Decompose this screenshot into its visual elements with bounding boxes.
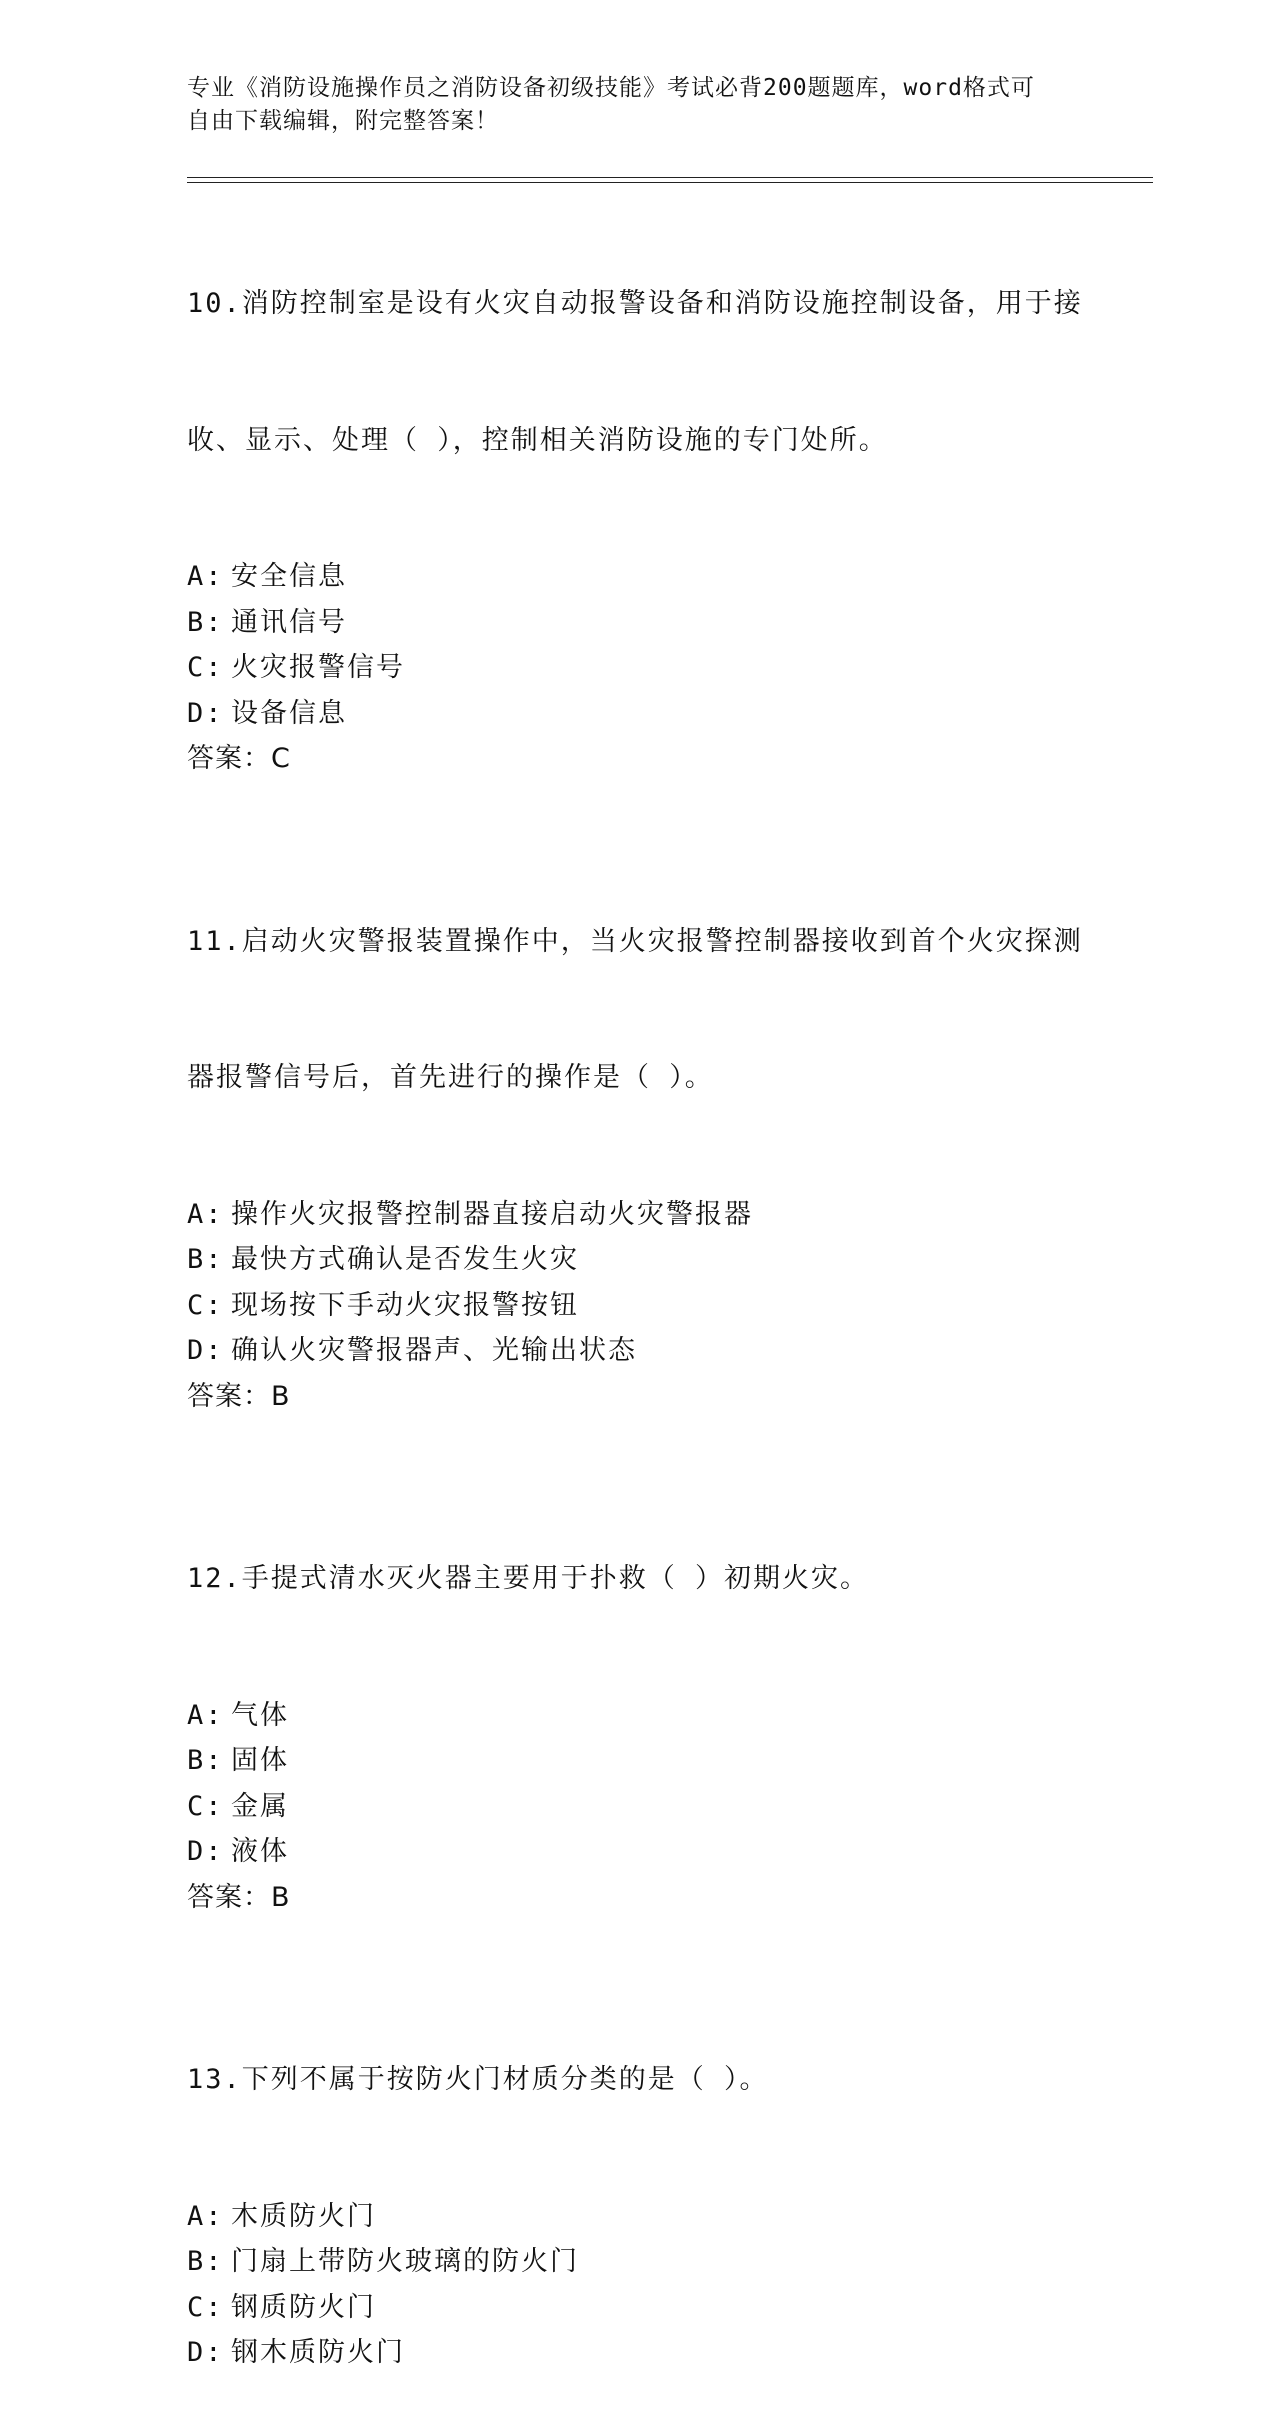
option-key: B: [187,1244,224,1275]
option-text: 金属 [231,1790,289,1822]
answer-label: 答案：C [187,743,291,774]
question-line: 12.手提式清水灭火器主要用于扑救（ ）初期火灾。 [187,1563,870,1594]
option-key: A: [187,1198,224,1230]
option-key: C: [187,652,224,683]
question-line: 10.消防控制室是设有火灾自动报警设备和消防设施控制设备，用于接 [187,288,1083,319]
option-c [187,1283,1107,1329]
option-key: C: [187,1790,224,1822]
option-key: D: [187,697,224,729]
answer-label: 答案：B [187,1881,291,1913]
question-11 [187,828,1107,1420]
option-text: 钢木质防火门 [231,2337,405,2368]
question-text [187,1465,1107,1693]
option-d [187,1829,1107,1875]
option-text: 木质防火门 [231,2200,376,2232]
option-text: 固体 [231,1745,289,1776]
option-text: 最快方式确认是否发生火灾 [231,1244,579,1275]
option-b [187,600,1107,646]
option-key: B: [187,606,224,638]
question-10 [187,190,1107,782]
question-text [187,828,1107,1192]
question-text [187,190,1107,554]
option-key: A: [187,561,224,592]
question-12 [187,1465,1107,1920]
option-a [187,2194,1107,2240]
question-line: 11.启动火灾警报装置操作中，当火灾报警控制器接收到首个火灾探测 [187,925,1083,957]
question-text [187,1966,1107,2194]
question-line: 器报警信号后，首先进行的操作是（ ）。 [187,1062,714,1093]
answer-label: 答案：B [187,1380,291,1412]
option-b [187,1237,1107,1283]
question-13 [187,1966,1107,2376]
option-text: 门扇上带防火玻璃的防火门 [231,2246,579,2277]
option-text: 确认火灾警报器声、光输出状态 [231,1335,637,1366]
option-key: A: [187,2200,224,2232]
option-text: 操作火灾报警控制器直接启动火灾警报器 [231,1198,753,1230]
option-key: B: [187,1745,224,1776]
option-key: D: [187,1335,224,1366]
header-divider-bottom [187,182,1153,183]
option-text: 气体 [231,1699,289,1731]
option-c [187,2285,1107,2331]
option-text: 液体 [231,1836,289,1867]
option-b [187,2239,1107,2285]
option-text: 现场按下手动火灾报警按钮 [231,1289,579,1321]
option-a [187,1192,1107,1238]
option-text: 火灾报警信号 [231,652,405,683]
option-c [187,1784,1107,1830]
option-text: 钢质防火门 [231,2291,376,2323]
option-a [187,554,1107,600]
option-d [187,2330,1107,2376]
option-text: 设备信息 [231,697,347,729]
question-list [187,190,1107,2422]
option-key: B: [187,2246,224,2277]
option-b [187,1738,1107,1784]
option-text: 通讯信号 [231,606,347,638]
option-d [187,691,1107,737]
header-divider-top [187,177,1153,178]
option-c [187,645,1107,691]
document-header [187,72,1087,138]
question-line: 收、显示、处理（ ），控制相关消防设施的专门处所。 [187,424,888,456]
option-a [187,1693,1107,1739]
option-key: C: [187,1289,224,1321]
question-line: 13.下列不属于按防火门材质分类的是（ ）。 [187,2064,769,2095]
option-text: 安全信息 [231,561,347,592]
option-key: C: [187,2291,224,2323]
option-key: D: [187,1836,224,1867]
option-key: D: [187,2337,224,2368]
header-line-2: 自由下载编辑，附完整答案！ [187,108,499,134]
option-key: A: [187,1699,224,1731]
option-d [187,1328,1107,1374]
header-line-1: 专业《消防设施操作员之消防设备初级技能》考试必背200题题库，word格式可 [187,75,1035,101]
